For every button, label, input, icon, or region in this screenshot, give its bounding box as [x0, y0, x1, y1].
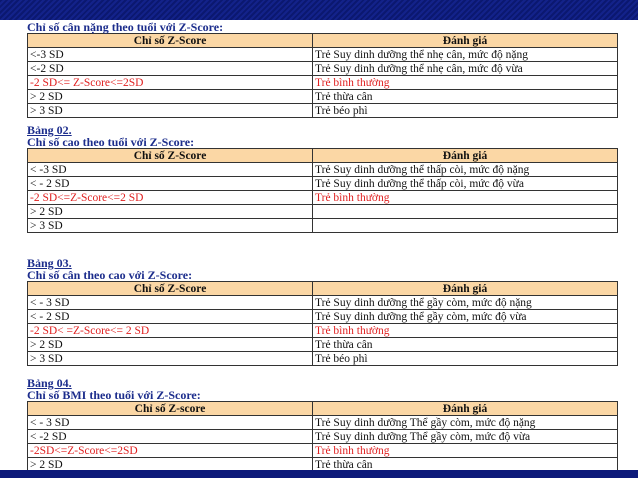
table-row [28, 458, 618, 471]
bottom-frame-bar [0, 470, 638, 478]
table-cell: > 3 SD [28, 104, 313, 118]
column-header: Chỉ số Z-Score [28, 149, 313, 163]
table-row [28, 62, 618, 76]
column-header: Đánh giá [313, 282, 618, 296]
table-header-row [28, 282, 618, 296]
table-label: Bảng 03. [27, 256, 72, 270]
table-title: Chỉ số cân theo cao với Z-Score: [27, 268, 193, 282]
table-cell: > 2 SD [28, 90, 313, 104]
table-cell: Trẻ thừa cân [313, 338, 618, 352]
table-cell: -2 SD< =Z-Score<= 2 SD [28, 324, 313, 338]
table-cell: Trẻ thừa cân [313, 90, 618, 104]
table-label: Bảng 04. [27, 376, 72, 390]
table-cell: -2SD<=Z-Score<=2SD [28, 444, 313, 458]
zscore-table [27, 281, 618, 366]
table-cell: Trẻ thừa cân [313, 458, 618, 471]
column-header: Đánh giá [313, 149, 618, 163]
table-row [28, 444, 618, 458]
table-cell: Trẻ bình thường [313, 76, 618, 90]
table-cell [313, 205, 618, 219]
table-cell: < - 3 SD [28, 296, 313, 310]
table-cell: > 2 SD [28, 338, 313, 352]
table-cell: Trẻ béo phì [313, 352, 618, 366]
table-row [28, 416, 618, 430]
table-cell: Trẻ Suy dinh dưỡng thể thấp còi, mức độ vừa [313, 177, 618, 191]
table-cell: Trẻ bình thường [313, 444, 618, 458]
table-section-2 [27, 124, 617, 233]
table-cell: > 3 SD [28, 219, 313, 233]
zscore-table [27, 33, 618, 118]
table-cell: <-2 SD [28, 62, 313, 76]
table-row [28, 48, 618, 62]
column-header: Chỉ số Z-Score [28, 34, 313, 48]
table-title: Chỉ số cân nặng theo tuổi với Z-Score: [27, 20, 224, 34]
table-row [28, 90, 618, 104]
table-header-row [28, 34, 618, 48]
table-row [28, 310, 618, 324]
table-row [28, 430, 618, 444]
table-cell: Trẻ Suy dinh dưỡng Thể gầy còm, mức độ vừa [313, 430, 618, 444]
table-row [28, 352, 618, 366]
table-title: Chỉ số BMI theo tuổi với Z-Score: [27, 388, 201, 402]
table-row [28, 104, 618, 118]
column-header: Chỉ số Z-Score [28, 282, 313, 296]
table-cell: Trẻ bình thường [313, 324, 618, 338]
table-cell: Trẻ béo phì [313, 104, 618, 118]
table-cell: < - 2 SD [28, 177, 313, 191]
table-cell: < - 3 SD [28, 416, 313, 430]
table-cell: <-3 SD [28, 48, 313, 62]
table-cell: Trẻ Suy dinh dưỡng Thể gầy còm, mức độ nặng [313, 416, 618, 430]
table-header-row [28, 402, 618, 416]
table-cell: < - 2 SD [28, 310, 313, 324]
table-label: Bảng 02. [27, 123, 72, 137]
zscore-table [27, 148, 618, 233]
table-cell: Trẻ Suy dinh dưỡng thể nhẹ cân, mức độ nặng [313, 48, 618, 62]
table-row [28, 219, 618, 233]
table-cell: Trẻ Suy dinh dưỡng thể thấp còi, mức độ nặng [313, 163, 618, 177]
zscore-table [27, 401, 618, 470]
table-row [28, 205, 618, 219]
table-row [28, 76, 618, 90]
table-row [28, 191, 618, 205]
table-section-1 [27, 21, 617, 118]
table-cell: > 2 SD [28, 205, 313, 219]
table-cell: Trẻ Suy dinh dưỡng thể nhẹ cân, mức độ vừa [313, 62, 618, 76]
column-header: Đánh giá [313, 402, 618, 416]
table-cell: Trẻ bình thường [313, 191, 618, 205]
table-row [28, 338, 618, 352]
column-header: Chỉ số Z-score [28, 402, 313, 416]
table-cell: -2 SD<= Z-Score<=2SD [28, 76, 313, 90]
table-row [28, 324, 618, 338]
table-row [28, 163, 618, 177]
table-row [28, 177, 618, 191]
table-cell [313, 219, 618, 233]
table-cell: < -3 SD [28, 163, 313, 177]
table-cell: Trẻ Suy dinh dưỡng thể gầy còm, mức độ nặng [313, 296, 618, 310]
table-header-row [28, 149, 618, 163]
table-section-4 [27, 377, 617, 470]
table-cell: > 2 SD [28, 458, 313, 471]
table-title: Chỉ số cao theo tuổi với Z-Score: [27, 135, 195, 149]
table-cell: -2 SD<=Z-Score<=2 SD [28, 191, 313, 205]
table-cell: < -2 SD [28, 430, 313, 444]
table-row [28, 296, 618, 310]
table-cell: Trẻ Suy dinh dưỡng thể gầy còm, mức độ vừa [313, 310, 618, 324]
document-page [0, 20, 638, 470]
column-header: Đánh giá [313, 34, 618, 48]
table-cell: > 3 SD [28, 352, 313, 366]
table-section-3 [27, 257, 617, 366]
